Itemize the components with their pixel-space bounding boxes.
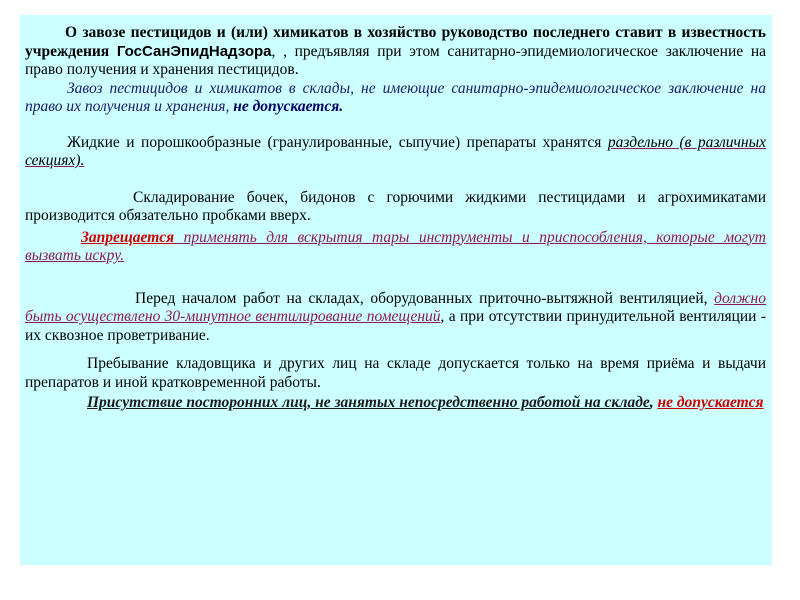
paragraph-ventilation	[25, 290, 766, 346]
separate-storage-text: Жидкие и порошкообразные (гранулированные, сыпучие) препараты хранятся	[67, 133, 608, 151]
ventilation-requirement: должно быть осуществлено 30-минутное вентилирование помещений	[25, 289, 766, 325]
outsiders-ban-comma: ,	[649, 394, 658, 411]
separate-storage-italic: раздельно (в различных секциях).	[25, 133, 766, 169]
outsiders-ban-text: Присутствие посторонних лиц, не занятых непосредственно работой на складе	[87, 394, 650, 411]
notification-lead: О завозе пестицидов и (или) химикатов в хозяйство руководство последнего ставит в известность учреждения	[25, 24, 766, 60]
spark-ban-rest: применять для вскрытия тары инструменты и приспособления, которые могут вызвать искру.	[25, 228, 766, 264]
paragraph-presence-time	[25, 355, 766, 392]
outsiders-ban-emphasis: не допускается	[657, 394, 764, 411]
presence-time-text: Пребывание кладовщика и других лиц на складе допускается только на время приёма и выдачи препаратов и иной кратковременной работы.	[25, 355, 766, 391]
ventilation-end: , а при отсутствии принудительной вентиляции - их сквозное проветривание.	[25, 308, 766, 344]
import-ban-text: Завоз пестицидов и химикатов в склады, не имеющие санитарно-эпидемиологическое заключение на право их получения и хранения,	[25, 79, 766, 115]
spark-ban-lead: Запрещается	[81, 228, 175, 246]
paragraph-separate-storage	[25, 134, 766, 171]
notification-rest: , , предъявляя при этом санитарно-эпидемиологическое заключение на право получения и хранения пестицидов.	[25, 42, 766, 78]
ventilation-start: Перед началом работ на складах, оборудованных приточно-вытяжной вентиляцией,	[135, 289, 715, 307]
import-ban-emphasis: не допускается.	[233, 98, 344, 115]
slide-panel	[20, 15, 772, 565]
paragraph-notification	[25, 24, 766, 80]
paragraph-outsiders-ban	[25, 394, 766, 413]
paragraph-spark-ban	[25, 229, 766, 266]
barrels-text: Складирование бочек, бидонов с горючими жидкими пестицидами и агрохимикатами производится обязательно пробками вверх.	[25, 188, 766, 224]
org-name: ГосСанЭпидНадзора	[116, 42, 272, 60]
paragraph-import-ban	[25, 80, 766, 117]
paragraph-barrels	[25, 189, 766, 226]
